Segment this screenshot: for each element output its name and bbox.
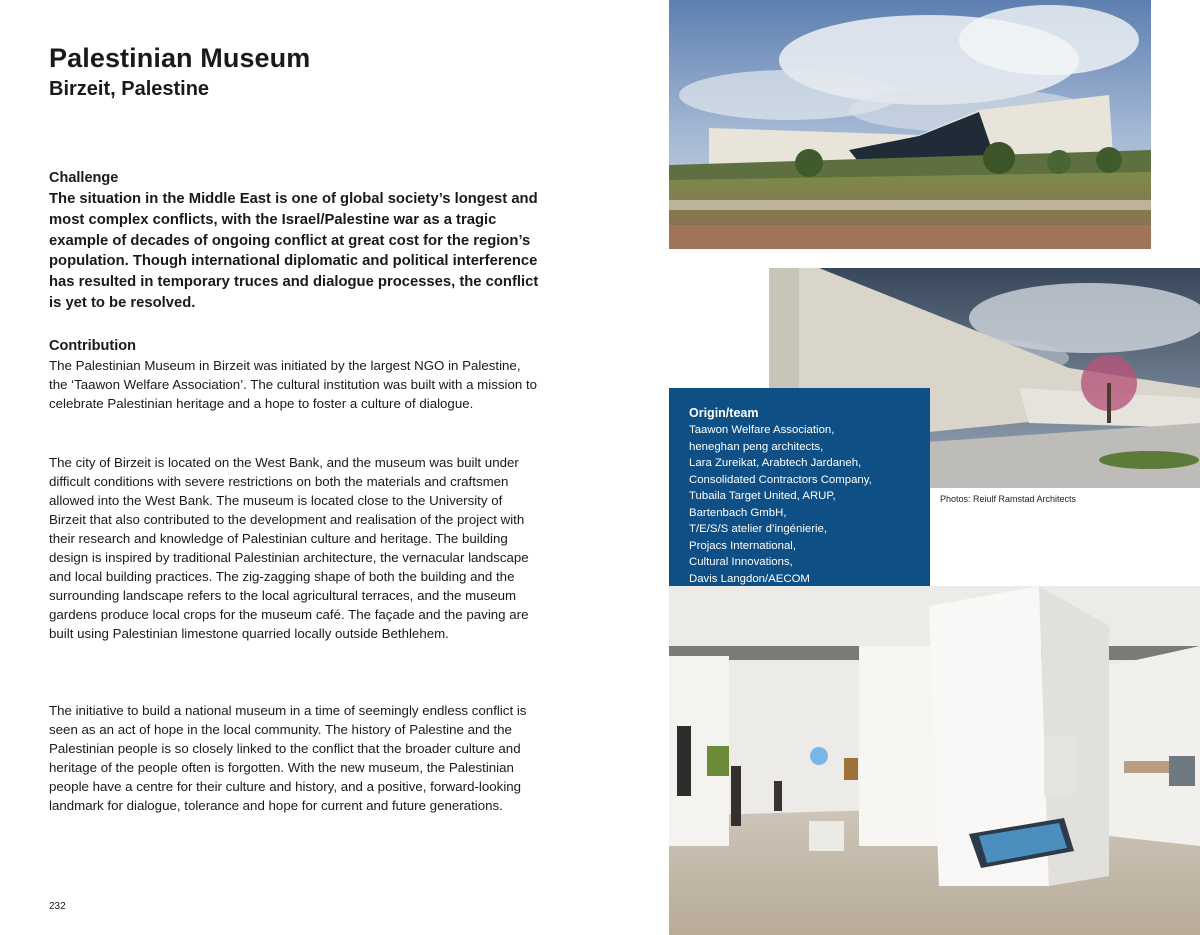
page-title: Palestinian Museum bbox=[49, 43, 311, 73]
team-member: heneghan peng architects, bbox=[689, 440, 824, 453]
team-member: Cultural Innovations, bbox=[689, 556, 793, 568]
team-member: T/E/S/S atelier d’ingénierie, bbox=[689, 523, 828, 535]
contribution-heading: Contribution bbox=[49, 338, 136, 354]
team-member: Bartenbach GmbH, bbox=[689, 506, 787, 519]
gallery-interior-photo bbox=[669, 586, 1200, 935]
team-member: Tubaila Target United, ARUP, bbox=[689, 490, 836, 502]
team-member: Projacs International, bbox=[689, 539, 797, 552]
team-member: Lara Zureikat, Arabtech Jardaneh, bbox=[689, 457, 862, 469]
contribution-paragraph-1: The Palestinian Museum in Birzeit was initiated by the largest NGO in Palestine, the ‘Taawon Welfare Association’. The cultural institution was built with a mission to celebrate Palestinian heritage and a hope to foster a culture of dialogue. bbox=[49, 358, 538, 411]
team-list bbox=[689, 422, 910, 587]
photo-caption: Photos: Reiulf Ramstad Architects bbox=[940, 494, 1077, 504]
page-subtitle: Birzeit, Palestine bbox=[49, 78, 210, 100]
team-heading: Origin/team bbox=[689, 406, 759, 420]
challenge-heading: Challenge bbox=[49, 170, 119, 186]
team-member: Consolidated Contractors Company, bbox=[689, 473, 872, 486]
team-member: Taawon Welfare Association, bbox=[689, 424, 835, 436]
contribution-paragraph-3: The initiative to build a national museum in a time of seemingly endless conflict is seen as an act of hope in the local community. The history of Palestine and the Palestinian people is so closely linked to the conflict that the broader culture and heritage of the people often is forgotten. With the new museum, the Palestinian people have a centre for their culture and history, and a positive, forward-looking landmark for dialogue, tolerance and hope for current and future generations. bbox=[49, 703, 527, 813]
challenge-text: The situation in the Middle East is one of global society’s longest and most complex conflicts, with the Israel/Palestine war as a tragic example of decades of ongoing conflict at great cost for the region’s population. Though international diplomatic and political interference has resulted in temporary truces and dialogue processes, the conflict is yet to be resolved. bbox=[49, 191, 539, 311]
contribution-paragraph-2: The city of Birzeit is located on the West Bank, and the museum was built under difficult conditions with severe restrictions on both the materials and craftsmen allowed into the West Bank. The museum is located close to the University of Birzeit that also contributed to the development and realisation of the project with their research and knowledge of Palestinian culture and heritage. The building design is inspired by traditional Palestinian architecture, the vernacular landscape and local building practices. The zig-zagging shape of both the building and the surrounding landscape refers to the local agricultural terraces, and the museum gardens produce local crops for the museum café. The façade and the paving are built using Palestinian limestone quarried locally outside Bethlehem. bbox=[49, 455, 529, 641]
museum-exterior-photo bbox=[669, 0, 1151, 249]
page-number: 232 bbox=[49, 901, 66, 912]
team-member: Davis Langdon/AECOM bbox=[689, 572, 810, 585]
